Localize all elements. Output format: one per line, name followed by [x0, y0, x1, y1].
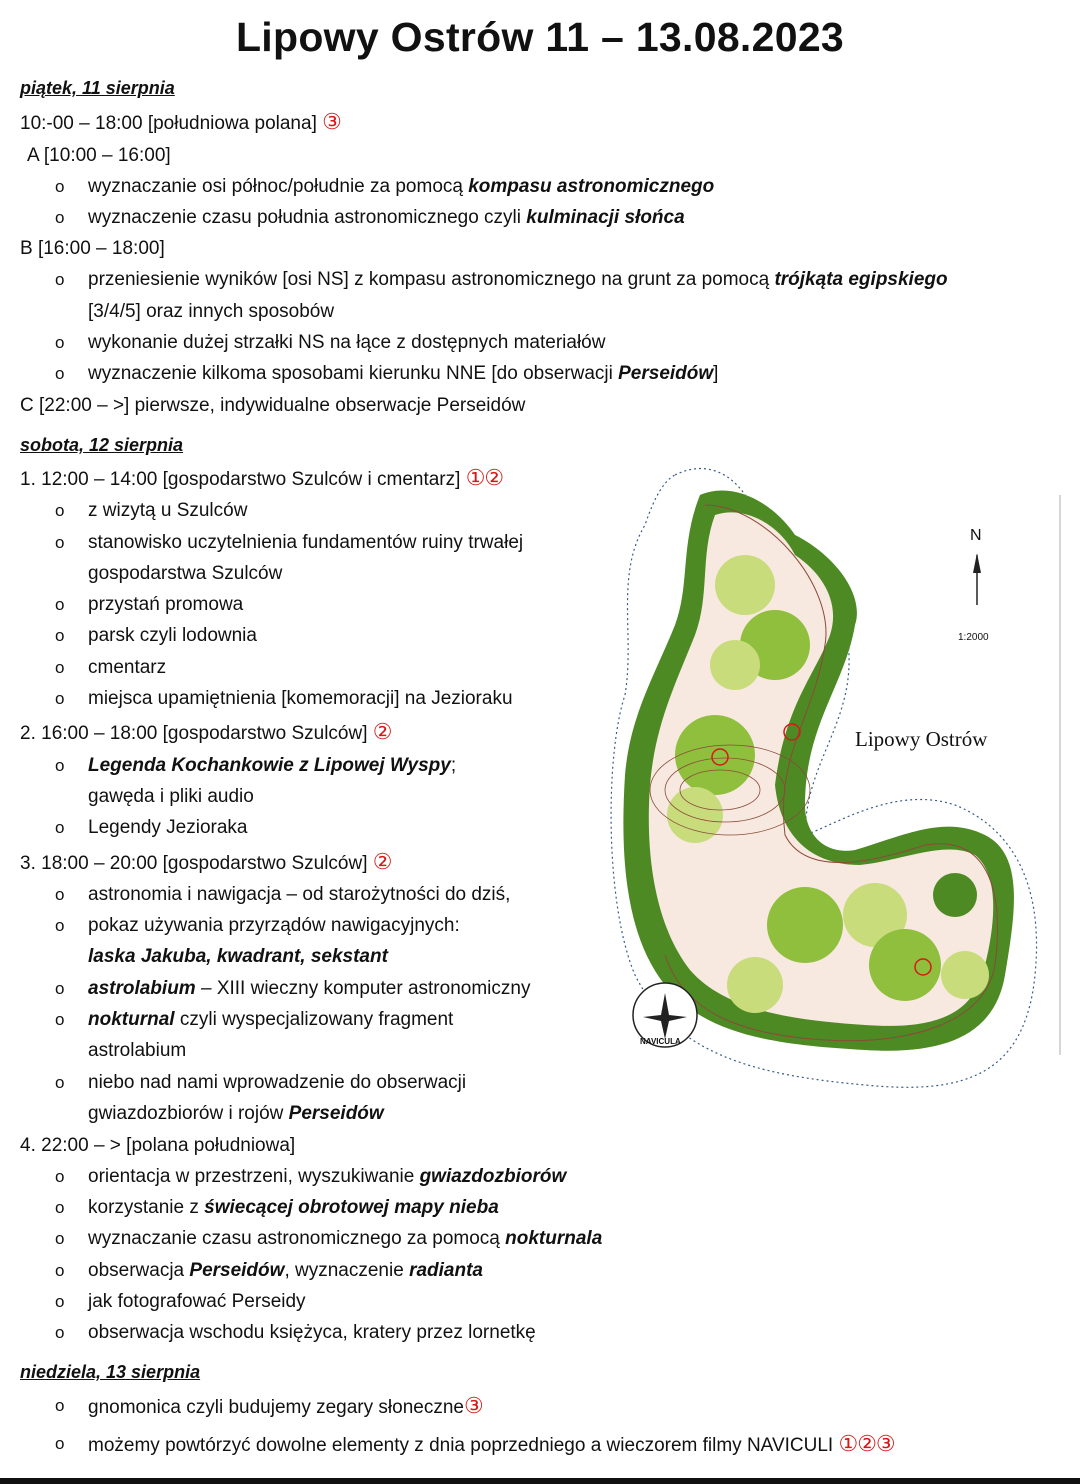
north-arrow-head [973, 553, 981, 573]
location-mark-3: ③ [322, 109, 341, 134]
item-bold: astrolabium [88, 978, 196, 999]
friday-a-heading: A [10:00 – 16:00] [27, 145, 171, 166]
location-marks: ①② [465, 465, 504, 490]
day-heading-friday: piątek, 11 sierpnia [20, 78, 175, 98]
bullet: o [55, 270, 65, 289]
saturday-block-2 [20, 720, 392, 746]
bottom-border [0, 1478, 1080, 1484]
item-continuation: laska Jakuba, kwadrant, sekstant [88, 946, 388, 967]
day-heading-sunday: niedziela, 13 sierpnia [20, 1362, 201, 1382]
item-bold: trójkąta egipskiego [774, 269, 948, 290]
item-text: obserwacja [88, 1260, 190, 1281]
item-bold: kulminacji słońca [526, 207, 685, 228]
item-text: Legendy Jezioraka [88, 817, 248, 838]
bullet: o [55, 177, 65, 196]
bullet: o [55, 979, 65, 998]
bullet: o [55, 658, 65, 677]
item-text: przeniesienie wyników [osi NS] z kompasu astronomicznego na grunt za pomocą [88, 269, 775, 290]
bullet: o [55, 501, 65, 520]
tree-cluster [727, 957, 783, 1013]
friday-time-line [20, 110, 341, 136]
tree-cluster [933, 873, 977, 917]
location-mark-3: ③ [463, 1393, 483, 1418]
bullet: o [55, 1167, 65, 1186]
item-bold: Perseidów [288, 1103, 384, 1124]
friday-c-line: C [22:00 – >] pierwsze, indywidualne obserwacje Perseidów [20, 395, 526, 416]
item-bold: Perseidów [189, 1260, 285, 1281]
item-text-post: ] [713, 363, 719, 384]
item-bold: gwiazdozbiorów [419, 1166, 567, 1187]
bullet: o [55, 885, 65, 904]
item-bold: nokturnal [88, 1009, 175, 1030]
bullet: o [55, 1198, 65, 1217]
location-mark-2: ② [372, 849, 392, 874]
item-continuation: gawęda i pliki audio [88, 786, 254, 807]
map-scale-label: 1:2000 [958, 632, 989, 643]
bullet: o [55, 533, 65, 552]
map-north-label: N [970, 527, 982, 544]
bullet: o [55, 756, 65, 775]
item-text: astronomia i nawigacja – od starożytności do dziś, [88, 884, 511, 905]
item-text: korzystanie z [88, 1197, 205, 1218]
bullet: o [55, 1292, 65, 1311]
item-text: gnomonica czyli budujemy zegary słoneczne [88, 1397, 464, 1418]
location-mark-2: ② [372, 719, 392, 744]
island-map [605, 455, 1075, 1115]
bullet: o [55, 208, 65, 227]
item-text: niebo nad nami wprowadzenie do obserwacji [88, 1072, 467, 1093]
item-text: jak fotografować Perseidy [88, 1291, 306, 1312]
bullet: o [55, 689, 65, 708]
item-bold: świecącej obrotowej mapy nieba [204, 1197, 499, 1218]
item-bold-2: radianta [409, 1260, 483, 1281]
bullet: o [55, 1073, 65, 1092]
item-text: wyznaczenie czasu południa astronomicznego czyli [88, 207, 527, 228]
bullet: o [55, 626, 65, 645]
bullet: o [55, 1323, 65, 1342]
item-continuation: astrolabium [88, 1040, 187, 1061]
item-text: obserwacja wschodu księżyca, kratery przez lornetkę [88, 1322, 536, 1343]
item-bold: Perseidów [618, 363, 714, 384]
bullet: o [55, 1434, 65, 1453]
item-text-post: czyli wyspecjalizowany fragment [174, 1009, 454, 1030]
bullet: o [55, 916, 65, 935]
item-text: z wizytą u Szulców [88, 500, 248, 521]
item-continuation [88, 1102, 384, 1126]
bullet: o [55, 1396, 65, 1415]
item-text: stanowisko uczytelnienia fundamentów ruiny trwałej [88, 532, 524, 553]
bullet: o [55, 1261, 65, 1280]
location-marks: ①②③ [838, 1431, 895, 1456]
item-bold: kompasu astronomicznego [468, 176, 715, 197]
saturday-block-3 [20, 850, 392, 876]
item-text: orientacja w przestrzeni, wyszukiwanie [88, 1166, 420, 1187]
tree-cluster [710, 640, 760, 690]
item-text-post: ; [450, 755, 457, 776]
item-continuation: gospodarstwa Szulców [88, 563, 283, 584]
day-heading-saturday: sobota, 12 sierpnia [20, 435, 184, 455]
bullet: o [55, 595, 65, 614]
item-continuation: [3/4/5] oraz innych sposobów [88, 301, 335, 322]
item-text: wyznaczenie kilkoma sposobami kierunku NNE [do obserwacji [88, 363, 619, 384]
block-2-text: 2. 16:00 – 18:00 [gospodarstwo Szulców] [20, 723, 368, 744]
item-text: pokaz używania przyrządów nawigacyjnych: [88, 915, 460, 936]
item-text: wykonanie dużej strzałki NS na łące z dostępnych materiałów [88, 332, 606, 353]
bullet: o [55, 818, 65, 837]
tree-cluster [767, 887, 843, 963]
item-text: gwiazdozbiorów i rojów [88, 1103, 289, 1124]
tree-cluster [715, 555, 775, 615]
item-text: parsk czyli lodownia [88, 625, 257, 646]
bullet: o [55, 364, 65, 383]
friday-time-text: 10:-00 – 18:00 [południowa polana] [20, 113, 317, 134]
map-island-label: Lipowy Ostrów [855, 727, 988, 751]
item-text-post: – XIII wieczny komputer astronomiczny [195, 978, 531, 999]
block-3-text: 3. 18:00 – 20:00 [gospodarstwo Szulców] [20, 853, 368, 874]
tree-cluster [675, 715, 755, 795]
tree-cluster [941, 951, 989, 999]
item-text: miejsca upamiętnienia [komemoracji] na Jezioraku [88, 688, 513, 709]
saturday-block-4: 4. 22:00 – > [polana południowa] [20, 1135, 296, 1156]
item-bold: nokturnala [505, 1228, 603, 1249]
page-title: Lipowy Ostrów 11 – 13.08.2023 [235, 14, 845, 60]
item-text: możemy powtórzyć dowolne elementy z dnia poprzedniego a wieczorem filmy NAVICULI [88, 1435, 834, 1456]
block-1-text: 1. 12:00 – 14:00 [gospodarstwo Szulców i cmentarz] [20, 469, 461, 490]
saturday-block-1 [20, 466, 503, 492]
bullet: o [55, 1229, 65, 1248]
bullet: o [55, 333, 65, 352]
item-text: wyznaczanie osi północ/południe za pomocą [88, 176, 469, 197]
item-text: przystań promowa [88, 594, 244, 615]
bullet: o [55, 1010, 65, 1029]
item-text-mid: , wyznaczenie [284, 1260, 410, 1281]
navicula-logo-text: NAVICULA [640, 1037, 681, 1046]
item-text: wyznaczanie czasu astronomicznego za pomocą [88, 1228, 506, 1249]
friday-b-heading: B [16:00 – 18:00] [20, 238, 165, 259]
item-bold: Legenda Kochankowie z Lipowej Wyspy [88, 755, 451, 776]
item-text: cmentarz [88, 657, 167, 678]
